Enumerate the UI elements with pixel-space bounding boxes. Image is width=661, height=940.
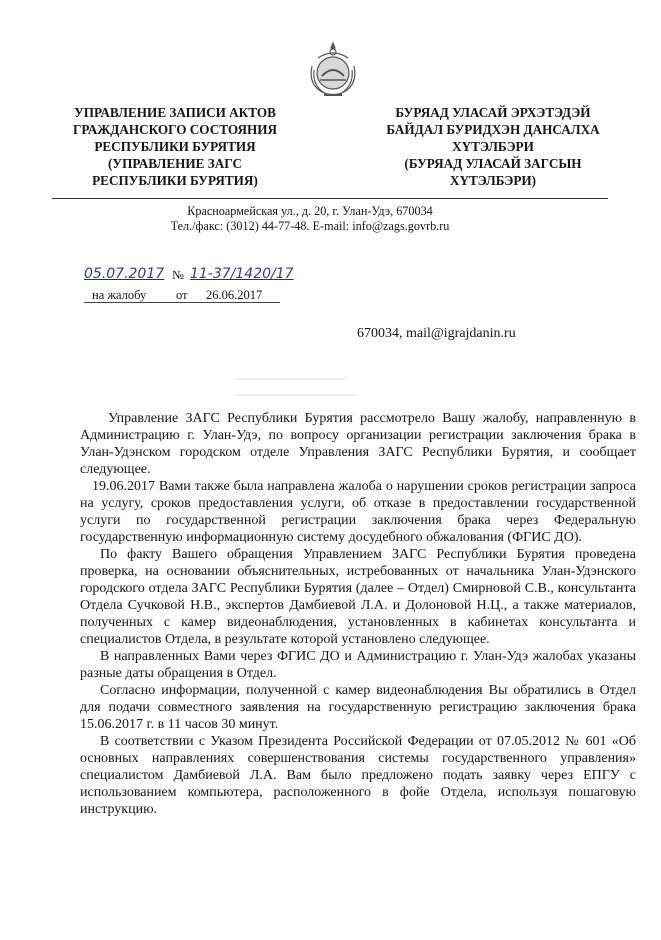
recipient-address: 670034, mail@igrajdanin.ru bbox=[357, 326, 516, 341]
paragraph: По факту Вашего обращения Управлением ЗАГС Республики Бурятия проведена проверка, на основании объяснительных, истребованных от начальника Улан-Удэнского городского отдела ЗАГС Республики Бурятия (далее – Отдел) Смирновой С.В., консультанта Отдела Сучковой Н.В., экспертов Дамбиевой Л.А. и Долоновой Н.Ц., а также материалов, полученных с камер видеонаблюдения, установленных в кабинетах консультанта и специалистов Отдела, в результате которой установлено следующее. bbox=[80, 547, 636, 647]
paragraph: Управление ЗАГС Республики Бурятия рассмотрело Вашу жалобу, направленную в Администрацию г. Улан-Удэ, по вопросу организации регистрации заключения брака в Улан-Удэнском городском отделе Управления ЗАГС Республики Бурятия, и сообщает следующее. bbox=[80, 411, 636, 477]
paragraph: В направленных Вами через ФГИС ДО и Администрацию г. Улан-Удэ жалобах указаны разные даты обращения в Отдел. bbox=[80, 649, 636, 681]
org-ru-line: (УПРАВЛЕНИЕ ЗАГС bbox=[108, 156, 242, 171]
redacted-line bbox=[236, 394, 356, 396]
paragraph: 19.06.2017 Вами также была направлена жалоба о нарушении сроков регистрации запроса на услугу, сроков предоставления услуги, об отказе в предоставлении государственной услуги по государственной регистрации заключения брака через Федеральную государственную информационную систему досудебного обжалования (ФГИС ДО). bbox=[80, 479, 636, 545]
org-address: Красноармейская ул., д. 20, г. Улан-Удэ, 670034 bbox=[187, 204, 433, 218]
complaint-label: на жалобу bbox=[92, 288, 147, 302]
org-bua-line: БУРЯАД УЛАСАЙ ЭРХЭТЭДЭЙ bbox=[395, 105, 591, 120]
org-bua-line: ХҮТЭЛБЭРИ bbox=[452, 139, 534, 154]
coat-of-arms-icon bbox=[298, 40, 368, 100]
redacted-line bbox=[236, 378, 346, 380]
org-ru-line: РЕСПУБЛИКИ БУРЯТИЯ bbox=[94, 139, 256, 154]
from-label: от bbox=[176, 288, 188, 302]
header-divider bbox=[52, 198, 608, 199]
org-ru-line: РЕСПУБЛИКИ БУРЯТИЯ) bbox=[92, 173, 258, 188]
org-ru-line: УПРАВЛЕНИЕ ЗАПИСИ АКТОВ bbox=[74, 105, 276, 120]
handwritten-date: 05.07.2017 bbox=[84, 266, 165, 282]
number-sign: № bbox=[172, 268, 184, 282]
org-name-buryat bbox=[358, 104, 628, 189]
org-bua-line: (БУРЯАД УЛАСАЙ ЗАГСЫН bbox=[404, 156, 582, 171]
org-bua-line: БАЙДАЛ БУРИДХЭН ДАНСАЛХА bbox=[386, 122, 600, 137]
paragraph: В соответствии с Указом Президента Российской Федерации от 07.05.2012 № 601 «Об основных направлениях совершенствования системы государственного управления» специалистом Дамбиевой Л.А. Вам было предложено подать заявку через ЕПГУ с использованием компьютера, расположенного в фойе Отдела, используя пошаговую инструкцию. bbox=[80, 734, 636, 817]
handwritten-number: 11-37/1420/17 bbox=[190, 266, 294, 282]
complaint-date: 26.06.2017 bbox=[206, 288, 263, 302]
org-bua-line: ХҮТЭЛБЭРИ) bbox=[449, 173, 537, 188]
org-address-block bbox=[100, 204, 520, 233]
paragraph: Согласно информации, полученной с камер видеонаблюдения Вы обратились в Отдел для подачи совместного заявления на государственную регистрацию заключения брака 15.06.2017 г. в 11 часов 30 минут. bbox=[80, 683, 636, 732]
org-ru-line: ГРАЖДАНСКОГО СОСТОЯНИЯ bbox=[72, 122, 278, 137]
registration-underline bbox=[84, 302, 280, 303]
org-contacts: Тел./факс: (3012) 44-77-48. E-mail: info@zags.govrb.ru bbox=[170, 218, 450, 233]
letter-body bbox=[80, 410, 636, 818]
org-name-russian bbox=[40, 104, 310, 189]
